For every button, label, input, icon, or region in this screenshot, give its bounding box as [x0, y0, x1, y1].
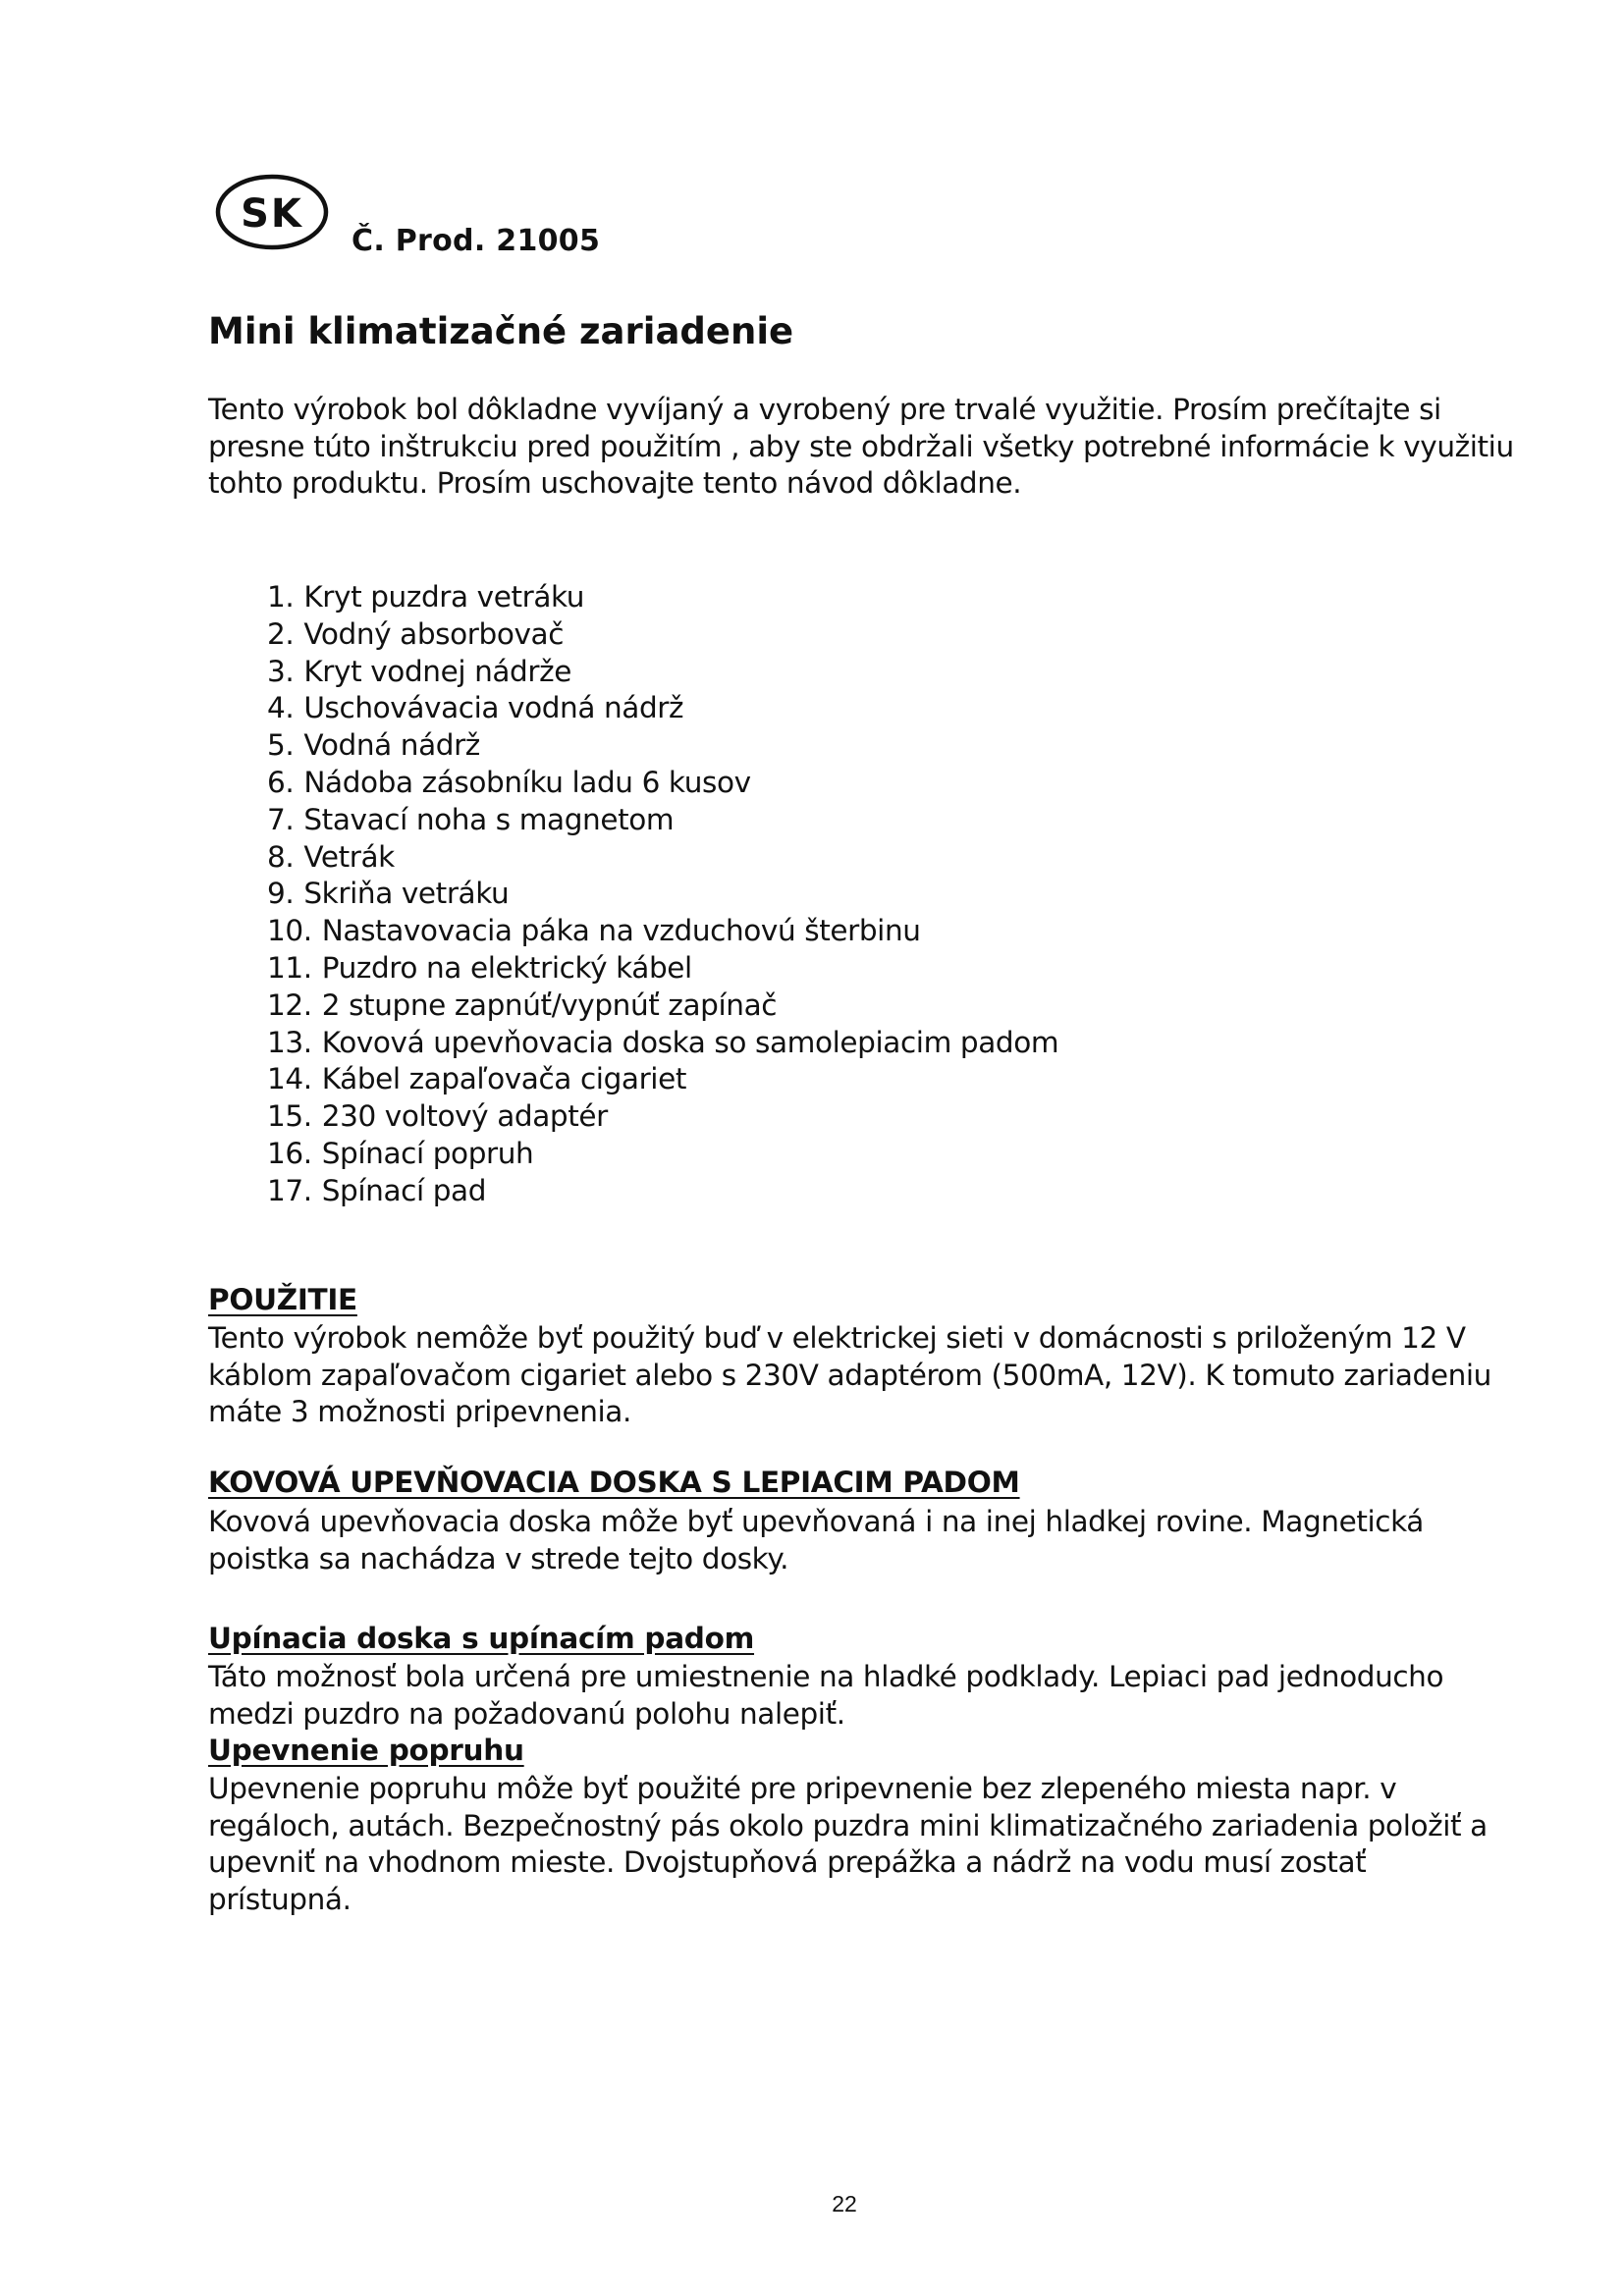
list-item	[267, 1061, 1058, 1098]
list-item-number: 8.	[267, 839, 295, 874]
list-item-number: 11.	[267, 950, 312, 985]
list-item-label: Vodný absorbovač	[303, 616, 565, 651]
list-item	[267, 950, 1058, 988]
list-item-label: Kryt vodnej nádrže	[303, 654, 571, 688]
list-item-label: Uschovávacia vodná nádrž	[303, 691, 684, 725]
list-item	[267, 839, 1058, 877]
list-item-number: 15.	[267, 1099, 312, 1134]
list-item-label: Spínací popruh	[321, 1136, 534, 1170]
list-item	[267, 1173, 1058, 1210]
section-heading-usage: POUŽITIE	[208, 1283, 357, 1316]
document-title: Mini klimatizačné zariadenie	[208, 310, 794, 352]
list-item	[267, 876, 1058, 913]
section-text-usage: Tento výrobok nemôže byť použitý buď v elektrickej sieti v domácnosti s priloženým 12 V káblom zapaľovačom cigariet alebo s 230V adaptérom (500mA, 12V). K tomuto zariadeniu máte 3 možnosti pripevnenia.	[208, 1321, 1491, 1428]
section-heading-metal-plate: KOVOVÁ UPEVŇOVACIA DOSKA S LEPIACIM PADOM	[208, 1466, 1020, 1499]
list-item-label: Kábel zapaľovača cigariet	[321, 1062, 687, 1096]
list-item-number: 4.	[267, 691, 295, 725]
list-item-number: 2.	[267, 616, 295, 651]
list-item-label: Vetrák	[303, 839, 395, 874]
list-item-label: Spínací pad	[321, 1173, 487, 1207]
list-item-number: 7.	[267, 802, 295, 836]
list-item-label: Nastavovacia páka na vzduchovú šterbinu	[321, 914, 921, 948]
list-item	[267, 1098, 1058, 1136]
list-item-number: 14.	[267, 1062, 312, 1096]
list-item	[267, 913, 1058, 950]
list-item-label: Kryt puzdra vetráku	[303, 580, 585, 614]
list-item-number: 16.	[267, 1136, 312, 1170]
list-item-label: Puzdro na elektrický kábel	[321, 950, 692, 985]
section-heading-strap: Upevnenie popruhu	[208, 1734, 524, 1767]
list-item-label: Stavací noha s magnetom	[303, 802, 675, 836]
language-badge-icon	[214, 173, 330, 251]
list-item-number: 13.	[267, 1025, 312, 1059]
section-text-strap: Upevnenie popruhu môže byť použité pre pripevnenie bez zlepeného miesta napr. v regáloch, autách. Bezpečnostný pás okolo puzdra mini klimatizačného zariadenia položiť a upevniť na vhodnom mieste. Dvojstupňová prepážka a nádrž na vodu musí zostať prístupná.	[208, 1772, 1488, 1916]
list-item-number: 5.	[267, 728, 295, 763]
list-item-number: 17.	[267, 1173, 312, 1207]
list-item	[267, 1136, 1058, 1173]
list-item	[267, 802, 1058, 839]
list-item-label: 2 stupne zapnúť/vypnúť zapínač	[321, 988, 778, 1022]
list-item	[267, 616, 1058, 654]
list-item-label: Kovová upevňovacia doska so samolepiacim padom	[321, 1025, 1059, 1059]
list-item-number: 10.	[267, 914, 312, 948]
intro-paragraph: Tento výrobok bol dôkladne vyvíjaný a vyrobený pre trvalé využitie. Prosím prečítajte si presne túto inštrukciu pred použitím , aby ste obdržali všetky potrebné informácie k využitiu tohto produktu. Prosím uschovajte tento návod dôkladne.	[208, 393, 1514, 500]
list-item-label: Vodná nádrž	[303, 728, 480, 763]
page-number: 22	[832, 2191, 857, 2216]
list-item-number: 3.	[267, 654, 295, 688]
list-item	[267, 690, 1058, 727]
parts-list	[267, 579, 1058, 1210]
list-item-number: 12.	[267, 988, 312, 1022]
list-item	[267, 579, 1058, 616]
list-item	[267, 654, 1058, 691]
list-item-label: 230 voltový adaptér	[321, 1099, 608, 1134]
list-item	[267, 727, 1058, 765]
list-item-label: Nádoba zásobníku ladu 6 kusov	[303, 765, 751, 799]
product-number: Č. Prod. 21005	[352, 224, 601, 258]
list-item	[267, 765, 1058, 802]
list-item-number: 6.	[267, 765, 295, 799]
list-item	[267, 1025, 1058, 1062]
section-heading-clip-plate: Upínacia doska s upínacím padom	[208, 1622, 755, 1655]
list-item	[267, 988, 1058, 1025]
section-text-metal-plate: Kovová upevňovacia doska môže byť upevňovaná i na inej hladkej rovine. Magnetická poistka sa nachádza v strede tejto dosky.	[208, 1505, 1424, 1575]
list-item-label: Skriňa vetráku	[303, 877, 510, 911]
list-item-number: 9.	[267, 877, 295, 911]
section-text-clip-plate: Táto možnosť bola určená pre umiestnenie na hladké podklady. Lepiaci pad jednoducho medzi puzdro na požadovanú polohu nalepiť.	[208, 1660, 1444, 1731]
language-badge-text: SK	[241, 191, 303, 237]
list-item-number: 1.	[267, 580, 295, 614]
